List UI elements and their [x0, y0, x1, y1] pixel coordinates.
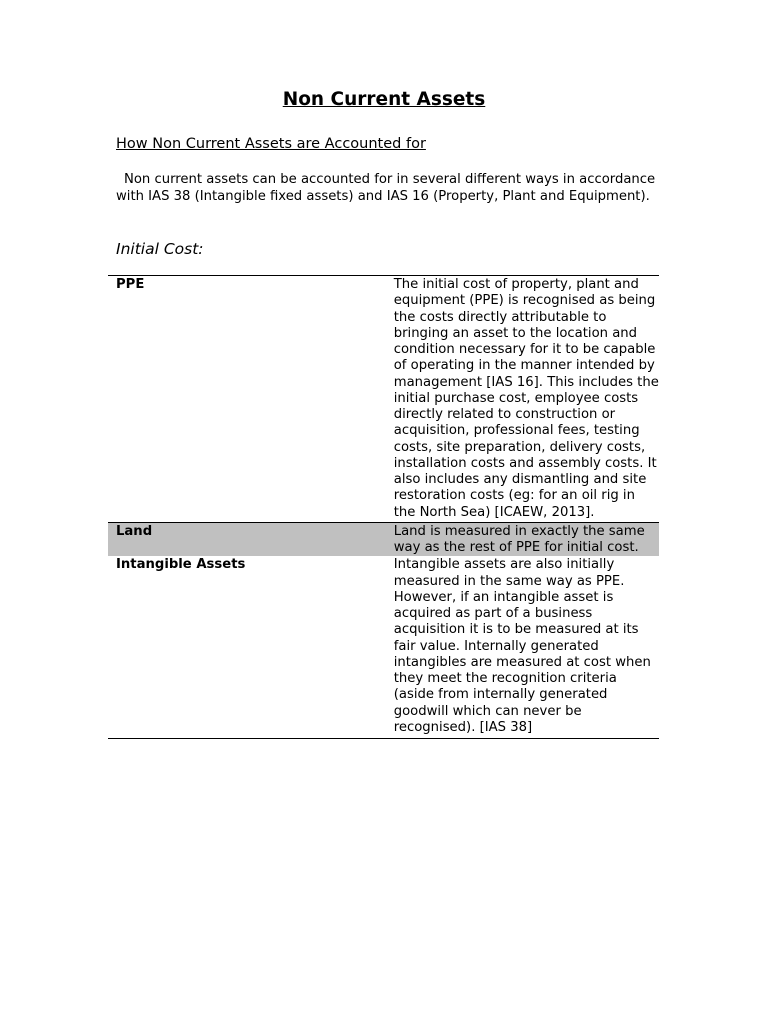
row-description-intangible-assets: Intangible assets are also initially measured in the same way as PPE. However, if an intangible asset is acquired as part of a business acquisition it is to be measured at its fair value. Internally generated intangibles are measured at cost when they meet the recognition criteria (aside from internally generated goodwill which can never be recognised). [IAS 38] [393, 557, 651, 735]
page-title: Non Current Assets [282, 89, 486, 110]
row-label-ppe: PPE [116, 277, 145, 292]
section-subheading: How Non Current Assets are Accounted for [116, 136, 426, 152]
table-row [108, 522, 659, 556]
intro-paragraph: Non current assets can be accounted for in several different ways in accordance with IAS 38 (Intangible fixed assets) and IAS 16 (Property, Plant and Equipment). [116, 172, 656, 204]
row-label-land: Land [108, 522, 394, 556]
row-label-intangible-assets: Intangible Assets [116, 557, 246, 573]
row-description-land: Land is measured in exactly the same way as the rest of PPE for initial cost. [394, 522, 659, 556]
initial-cost-table [108, 275, 659, 739]
table-row [108, 556, 659, 738]
row-description-ppe: The initial cost of property, plant and equipment (PPE) is recognised as being the costs directly attributable to bringing an asset to the location and condition necessary for it to be capable of operating in the manner intended by management [IAS 16]. This includes the initial purchase cost, employee costs directly related to construction or acquisition, professional fees, testing costs, site preparation, delivery costs, installation costs and assembly costs. It also includes any dismantling and site restoration costs (eg: for an oil rig in the North Sea) [ICAEW, 2013]. [393, 277, 659, 520]
table-row [108, 276, 659, 523]
initial-cost-heading: Initial Cost: [116, 240, 204, 258]
